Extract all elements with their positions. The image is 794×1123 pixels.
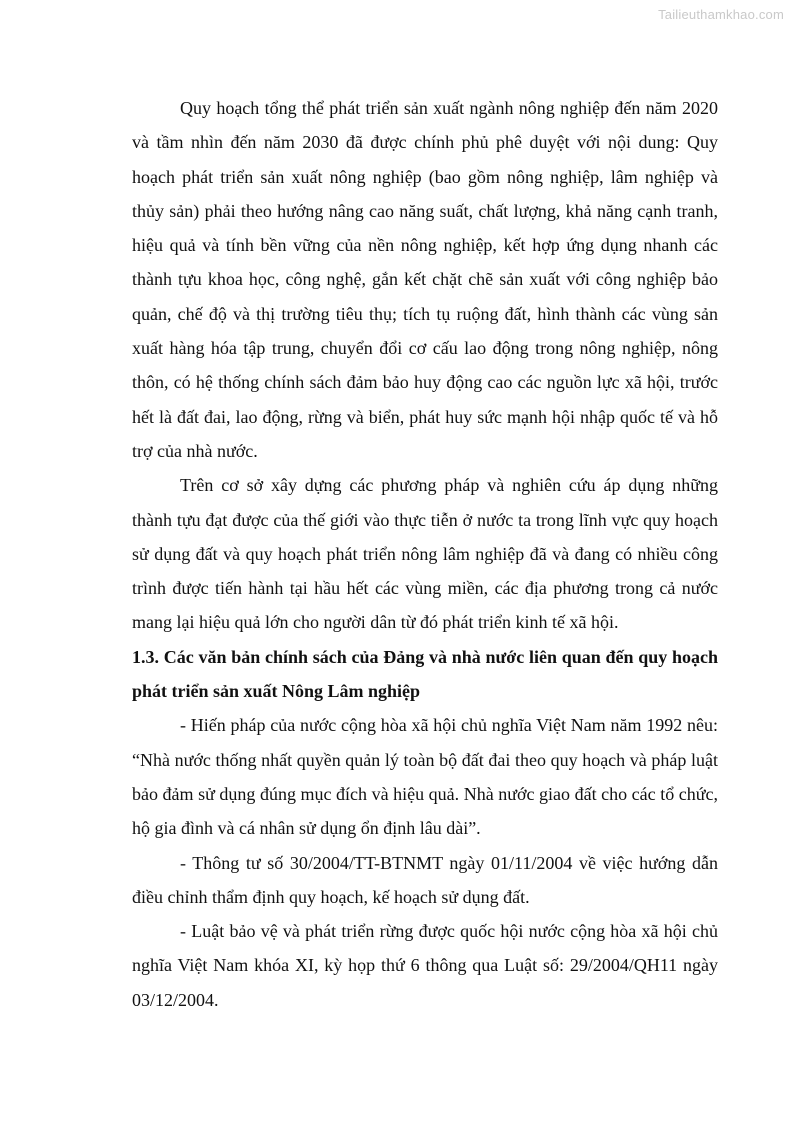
paragraph-agri-planning: Quy hoạch tổng thể phát triển sản xuất ngành nông nghiệp đến năm 2020 và tầm nhìn đến năm 2030 đã được chính phủ phê duyệt với nội dung: Quy hoạch phát triển sản xuất nông nghiệp (bao gồm nông nghiệp, lâm nghiệp và thủy sản) phải theo hướng nâng cao năng suất, chất lượng, khả năng cạnh tranh, hiệu quả và tính bền vững của nền nông nghiệp, kết hợp ứng dụng nhanh các thành tựu khoa học, công nghệ, gắn kết chặt chẽ sản xuất với công nghiệp bảo quản, chế độ và thị trường tiêu thụ; tích tụ ruộng đất, hình thành các vùng sản xuất hàng hóa tập trung, chuyển đổi cơ cấu lao động trong nông nghiệp, nông thôn, có hệ thống chính sách đảm bảo huy động cao các nguồn lực xã hội, trước hết là đất đai, lao động, rừng và biển, phát huy sức mạnh hội nhập quốc tế và hỗ trợ của nhà nước. [132, 98, 718, 461]
section-heading: 1.3. Các văn bản chính sách của Đảng và nhà nước liên quan đến quy hoạch phát triển sản xuất Nông Lâm nghiệp [132, 646, 718, 702]
list-item-circular: - Thông tư số 30/2004/TT-BTNMT ngày 01/11/2004 về việc hướng dẫn điều chỉnh thẩm định quy hoạch, kế hoạch sử dụng đất. [132, 852, 718, 907]
paragraph-research-basis: Trên cơ sở xây dựng các phương pháp và nghiên cứu áp dụng những thành tựu đạt được của thế giới vào thực tiễn ở nước ta trong lĩnh vực quy hoạch sử dụng đất và quy hoạch phát triển nông lâm nghiệp đã và đang có nhiều công trình được tiến hành tại hầu hết các vùng miền, các địa phương trong cả nước mang lại hiệu quả lớn cho người dân từ đó phát triển kinh tế xã hội. [132, 475, 718, 633]
document-page [132, 91, 718, 1017]
watermark: Tailieuthamkhao.com [658, 7, 784, 22]
list-item-constitution: - Hiến pháp của nước cộng hòa xã hội chủ nghĩa Việt Nam năm 1992 nêu: “Nhà nước thống nhất quyền quản lý toàn bộ đất đai theo quy hoạch và pháp luật bảo đảm sử dụng đúng mục đích và hiệu quả. Nhà nước giao đất cho các tổ chức, hộ gia đình và cá nhân sử dụng ổn định lâu dài”. [132, 715, 718, 839]
list-item-forest-law: - Luật bảo vệ và phát triển rừng được quốc hội nước cộng hòa xã hội chủ nghĩa Việt Nam khóa XI, kỳ họp thứ 6 thông qua Luật số: 29/2004/QH11 ngày 03/12/2004. [132, 921, 718, 1010]
